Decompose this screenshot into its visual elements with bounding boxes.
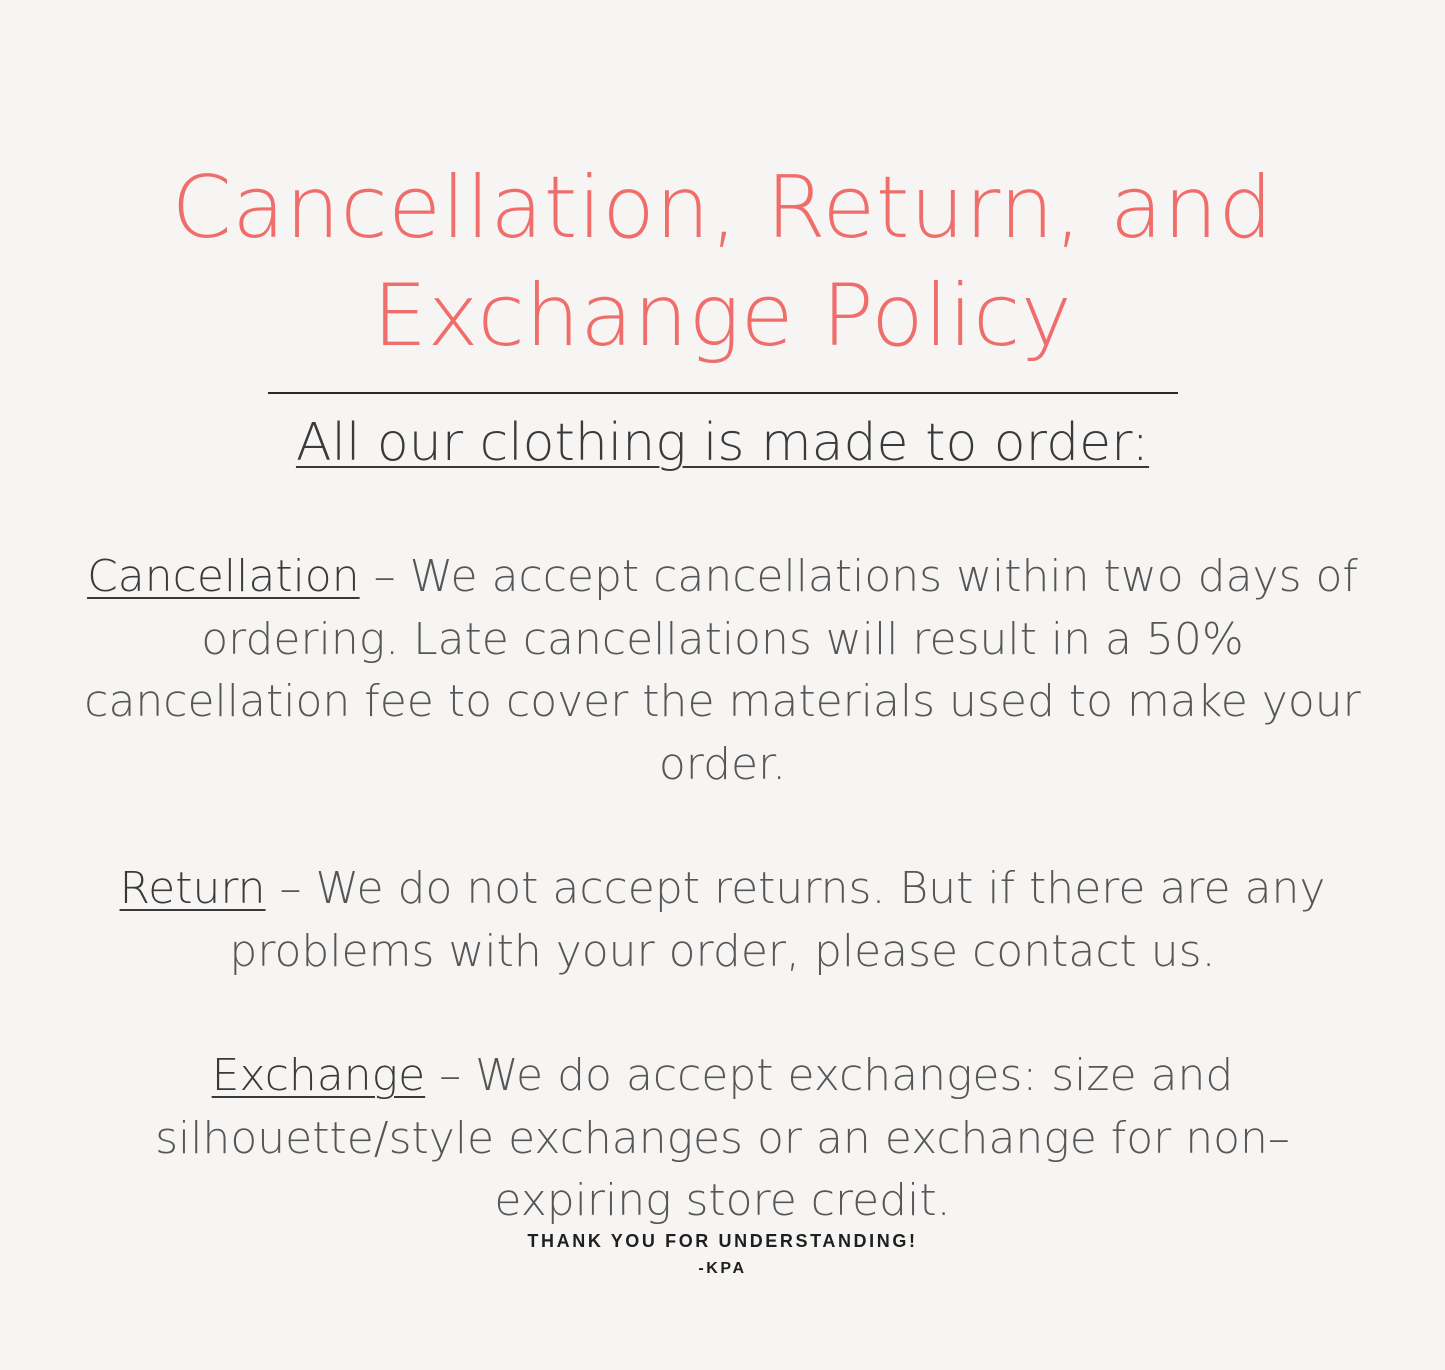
policy-sections [73, 474, 1373, 1232]
footer-thank-you: THANK YOU FOR UNDERSTANDING! [527, 1231, 918, 1251]
section-dash-exchange: – [425, 1050, 476, 1102]
section-text-cancellation: We accept cancellations within two days of ordering. Late cancellations will result in a 50% cancellation fee to cover the materials used to make your order. [84, 551, 1361, 790]
footer-signature: -KPA [698, 1260, 747, 1277]
section-term-return: Return [119, 863, 266, 915]
section-dash-return: – [265, 863, 316, 915]
footer [0, 1231, 1445, 1278]
policy-section-exchange [73, 1045, 1373, 1232]
section-text-return: We do not accept returns. But if there are any problems with your order, please contact us. [229, 863, 1326, 977]
section-term-exchange: Exchange [211, 1050, 426, 1102]
policy-section-cancellation [73, 546, 1373, 796]
section-text-exchange: We do accept exchanges: size and silhouette/style exchanges or an exchange for non–expiring store credit. [155, 1050, 1290, 1227]
policy-section-return [73, 858, 1373, 983]
subtitle-text: All our clothing is made to order: [295, 413, 1150, 473]
page-title: Cancellation, Return, and Exchange Policy [171, 158, 1274, 366]
section-term-cancellation: Cancellation [87, 551, 360, 603]
subtitle [0, 394, 1445, 474]
section-dash-cancellation: – [359, 551, 410, 603]
